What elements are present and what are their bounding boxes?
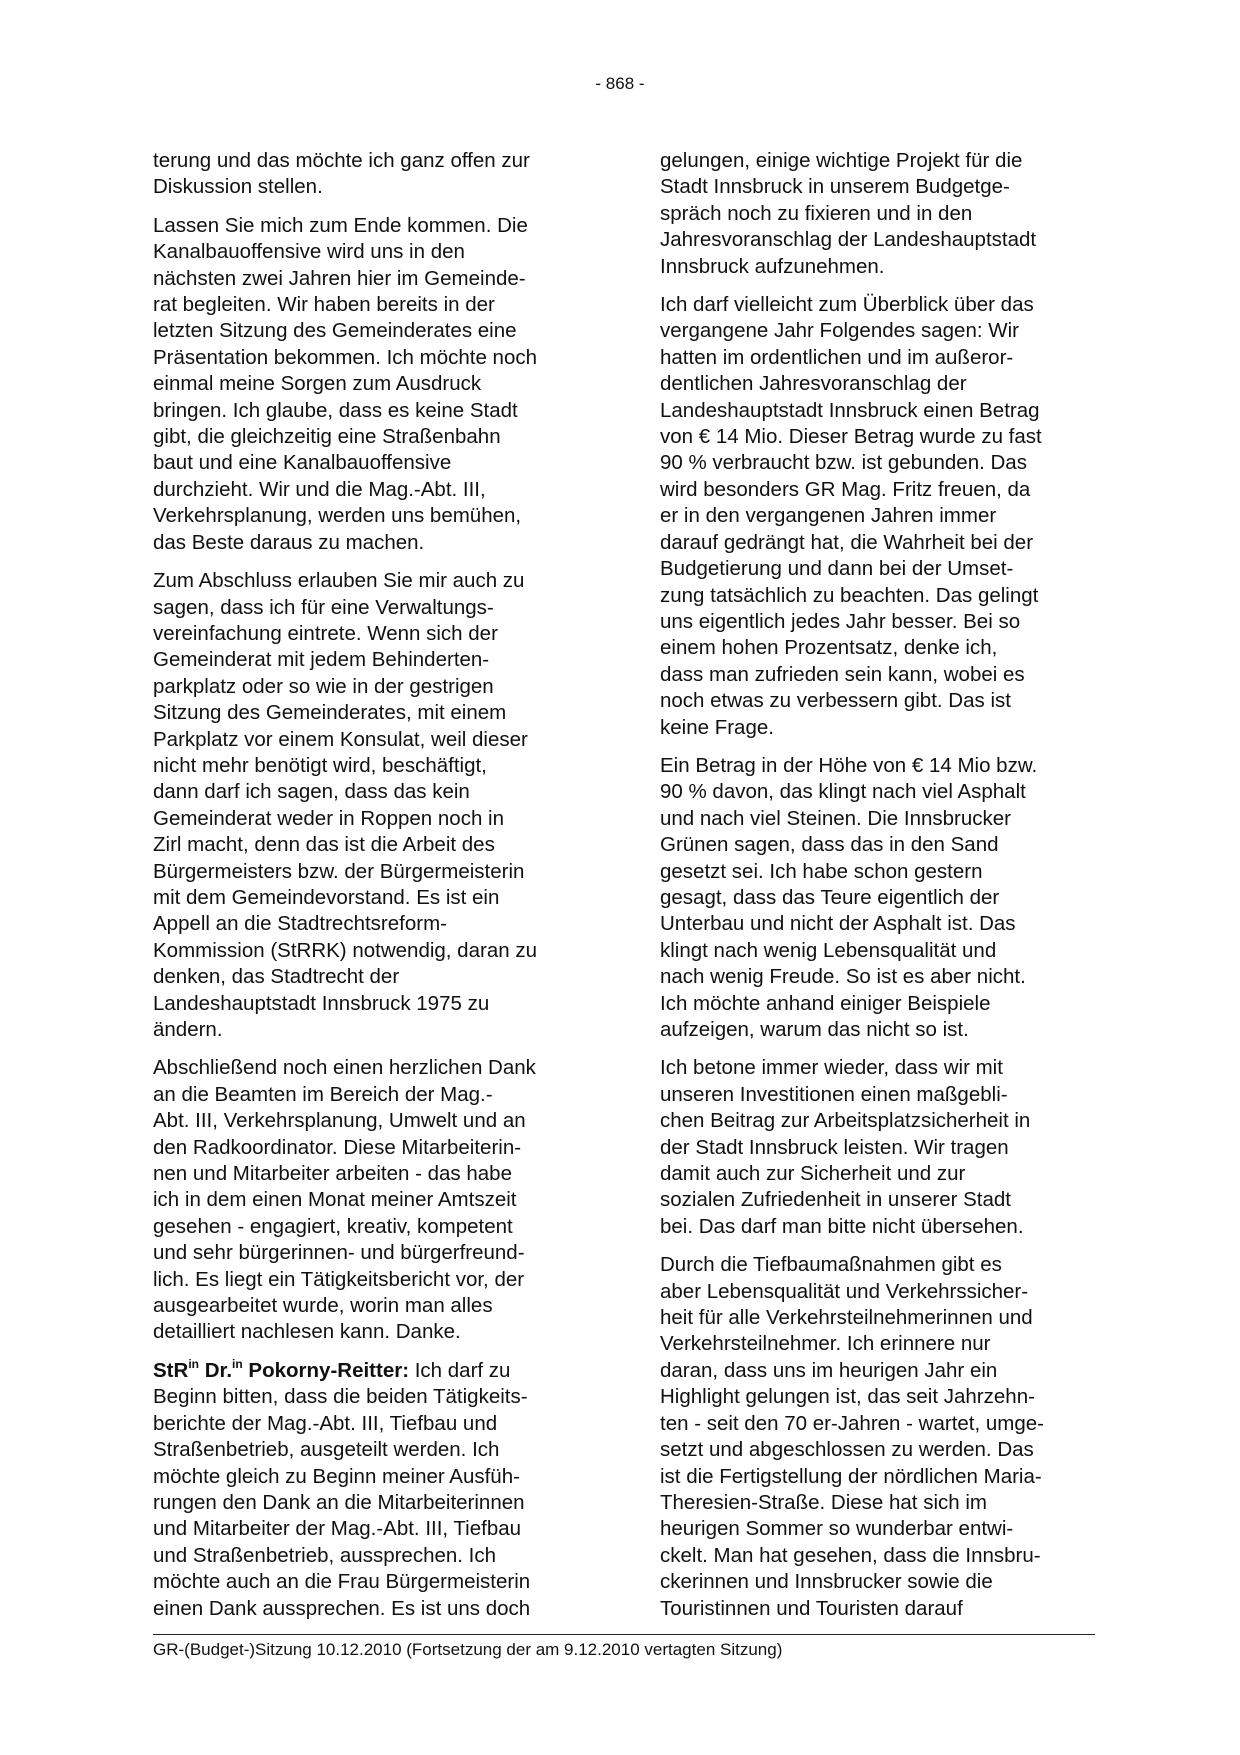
paragraph: Ein Betrag in der Höhe von € 14 Mio bzw. 90 % davon, das klingt nach viel Asphalt und nach viel Steinen. Die Innsbrucker Grünen sagen, dass das in den Sand gesetzt sei. Ich habe schon gestern gesagt, dass das Teure eigentlich der Unterbau und nicht der Asphalt ist. Das klingt nach wenig Lebensqualität und nach wenig Freude. So ist es aber nicht. Ich möchte anhand einiger Beispiele aufzeigen, warum das nicht so ist. (660, 753, 1038, 1041)
paragraph: Abschließend noch einen herzlichen Dank an die Beamten im Bereich der Mag.- Abt. III, Verkehrsplanung, Umwelt und an den Radkoordinator. Diese Mitarbeiterin- nen und Mitarbeiter arbeiten - das habe ich in dem einen Monat meiner Amtszeit gesehen - engagiert, kreativ, kompetent und sehr bürgerinnen- und bürgerfreund- lich. Es liegt ein Tätigkeitsbericht vor, der ausgearbeitet wurde, worin man alles detailliert nachlesen kann. Danke. (153, 1056, 536, 1344)
speaker-degree: Dr. (204, 1358, 233, 1382)
paragraph: Ich betone immer wieder, dass wir mit unseren Investitionen einen maßgebli- chen Beitrag zur Arbeitsplatzsicherheit in der Stadt Innsbruck leisten. Wir tragen damit auch zur Sicherheit und zur sozialen Zufriedenheit in unserer Stadt bei. Das darf man bitte nicht übersehen. (660, 1056, 1031, 1238)
paragraph: Lassen Sie mich zum Ende kommen. Die Kanalbauoffensive wird uns in den nächsten zwei Jahren hier im Gemeinde- rat begleiten. Wir haben bereits in der letzten Sitzung des Gemeinderates eine Präsentation bekommen. Ich möchte noch einmal meine Sorgen zum Ausdruck bringen. Ich glaube, dass es keine Stadt gibt, die gleichzeitig eine Straßenbahn baut und eine Kanalbauoffensive durchzieht. Wir und die Mag.-Abt. III, Verkehrsplanung, werden uns bemühen, das Beste daraus zu machen. (153, 213, 538, 554)
paragraph: terung und das möchte ich ganz offen zur Diskussion stellen. (153, 149, 530, 199)
speaker-degree-suffix: in (232, 1357, 243, 1372)
speaker-paragraph (153, 1358, 586, 1622)
speaker-name (153, 1359, 409, 1382)
paragraph: Zum Abschluss erlauben Sie mir auch zu sagen, dass ich für eine Verwaltungs- vereinfachung eintrete. Wenn sich der Gemeinderat mit jedem Behinderten- parkplatz oder so wie in der gestrigen Sitzung des Gemeinderates, mit einem Parkplatz vor einem Konsulat, weil dieser nicht mehr benötigt wird, beschäftigt, dann darf ich sagen, dass das kein Gemeinderat weder in Roppen noch in Zirl macht, denn das ist die Arbeit des Bürgermeisters bzw. der Bürgermeisterin mit dem Gemeindevorstand. Es ist ein Appell an die Stadtrechtsreform- Kommission (StRRK) notwendig, daran zu denken, das Stadtrecht der Landeshauptstadt Innsbruck 1975 zu ändern. (153, 569, 537, 1041)
paragraph: Ich darf vielleicht zum Überblick über das vergangene Jahr Folgendes sagen: Wir hatten im ordentlichen und im außeror- dentlichen Jahresvoranschlag der Landeshauptstadt Innsbruck einen Betrag von € 14 Mio. Dieser Betrag wurde zu fast 90 % verbraucht bzw. ist gebunden. Das wird besonders GR Mag. Fritz freuen, da er in den vergangenen Jahren immer darauf gedrängt hat, die Wahrheit bei der Budgetierung und dann bei der Umset- zung tatsächlich zu beachten. Das gelingt uns eigentlich jedes Jahr besser. Bei so einem hohen Prozentsatz, denke ich, dass man zufrieden sein kann, wobei es noch etwas zu verbessern gibt. Das ist keine Frage. (660, 293, 1042, 739)
footer-divider (153, 1634, 1095, 1635)
speaker-title-suffix: in (188, 1357, 199, 1372)
right-column (660, 148, 1095, 1634)
paragraph: gelungen, einige wichtige Projekt für die Stadt Innsbruck in unserem Budgetge- spräch noch zu fixieren und in den Jahresvoranschlag der Landeshauptstadt Innsbruck aufzunehmen. (660, 149, 1037, 278)
speaker-title: StR (153, 1358, 189, 1382)
speech-text: Ich darf zu Beginn bitten, dass die beiden Tätigkeits- berichte der Mag.-Abt. III, Tiefbau und Straßenbetrieb, ausgeteilt werden. Ich möchte gleich zu Beginn meiner Ausfüh- rungen den Dank an die Mitarbeiterinnen und Mitarbeiter der Mag.-Abt. III, Tiefbau und Straßenbetrieb, aussprechen. Ich möchte auch an die Frau Bürgermeisterin einen Dank aussprechen. Es ist uns doch (153, 1358, 531, 1620)
footer: GR-(Budget-)Sitzung 10.12.2010 (Fortsetzung der am 9.12.2010 vertagten Sitzung) (153, 1640, 783, 1659)
paragraph: Durch die Tiefbaumaßnahmen gibt es aber Lebensqualität und Verkehrssicher- heit für alle Verkehrsteilnehmerinnen und Verkehrsteilnehmer. Ich erinnere nur daran, dass uns im heurigen Jahr ein Highlight gelungen ist, das seit Jahrzehn- ten - seit den 70 er-Jahren - wartet, umge- setzt und abgeschlossen zu werden. Das ist die Fertigstellung der nördlichen Maria- Theresien-Straße. Diese hat sich im heurigen Sommer so wunderbar entwi- ckelt. Man hat gesehen, dass die Innsbru- ckerinnen und Innsbrucker sowie die Touristinnen und Touristen darauf (660, 1253, 1044, 1620)
left-column (153, 148, 586, 1634)
page-number: - 868 - (595, 74, 645, 93)
speaker-surname: Pokorny-Reitter: (248, 1358, 410, 1382)
